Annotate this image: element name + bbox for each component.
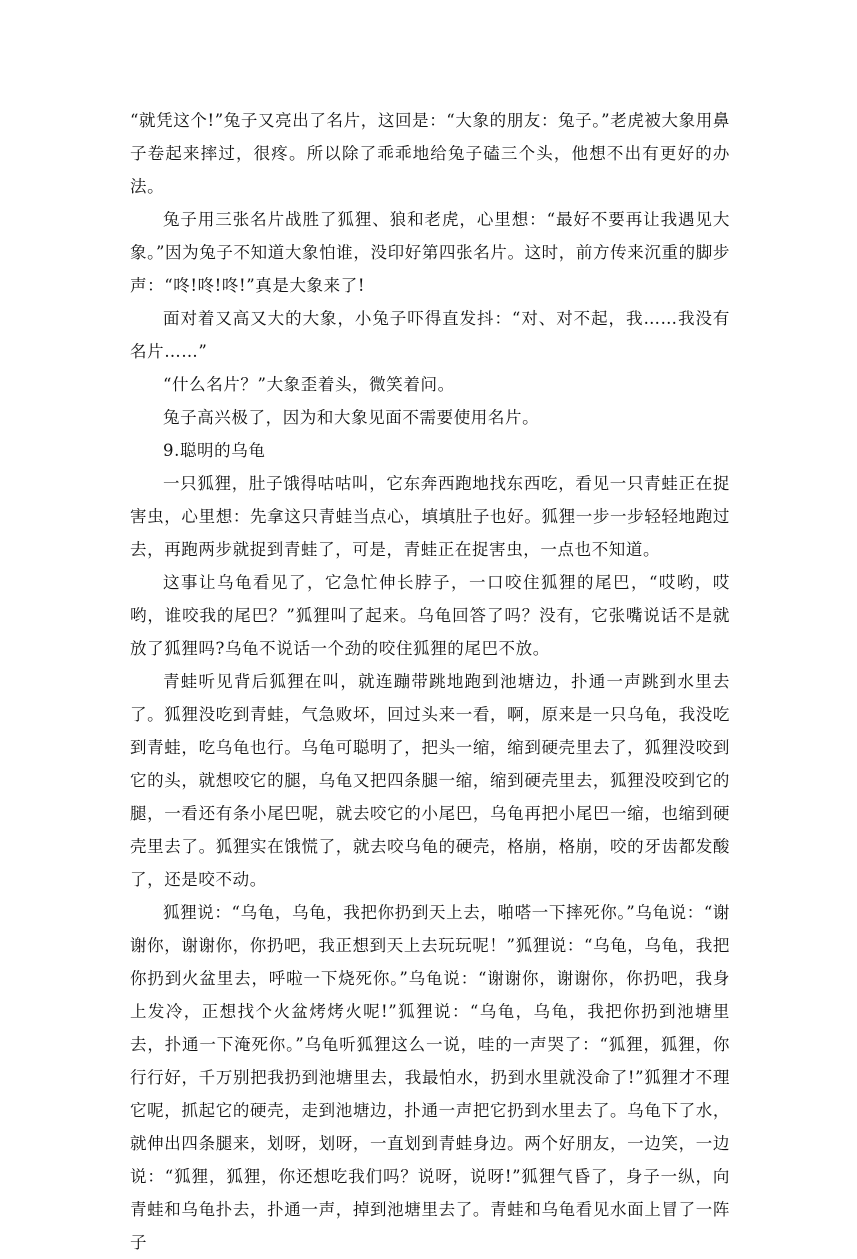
paragraph-5: 兔子高兴极了，因为和大象见面不需要使用名片。: [163, 408, 540, 427]
paragraph-1: “就凭这个!”兔子又亮出了名片，这回是：“大象的朋友：兔子。”老虎被大象用鼻子卷起来摔过，很疼。所以除了乖乖地给兔子磕三个头，他想不出有更好的办法。: [130, 111, 730, 196]
paragraph-3: 面对着又高又大的大象，小兔子吓得直发抖：“对、对不起，我……我没有名片……”: [130, 309, 730, 361]
paragraph-9: 狐狸说：“乌龟，乌龟，我把你扔到天上去，啪嗒一下摔死你。”乌龟说：“谢谢你，谢谢你，你扔吧，我正想到天上去玩玩呢！”狐狸说：“乌龟，乌龟，我把你扔到火盆里去，呼啦一下烧死你。”乌龟说：“谢谢你，谢谢你，你扔吧，我身上发冷，正想找个火盆烤烤火呢!”狐狸说：“乌龟，乌龟，我把你扔到池塘里去，扑通一下淹死你。”乌龟听狐狸这么一说，哇的一声哭了：“狐狸，狐狸，你行行好，千万别把我扔到池塘里去，我最怕水，扔到水里就没命了!”狐狸才不理它呢，抓起它的硬壳，走到池塘边，扑通一声把它扔到水里去了。乌龟下了水，就伸出四条腿来，划呀，划呀，一直划到青蛙身边。两个好朋友，一边笑，一边说：“狐狸，狐狸，你还想吃我们吗？说呀，说呀!”狐狸气昏了，身子一纵，向青蛙和乌龟扑去，扑通一声，掉到池塘里去了。青蛙和乌龟看见水面上冒了一阵子: [130, 903, 730, 1252]
document-body: [130, 104, 730, 1259]
paragraph-6: 一只狐狸，肚子饿得咕咕叫，它东奔西跑地找东西吃，看见一只青蛙正在捉害虫，心里想：先拿这只青蛙当点心，填填肚子也好。狐狸一步一步轻轻地跑过去，再跑两步就捉到青蛙了，可是，青蛙正在捉害虫，一点也不知道。: [130, 474, 730, 559]
paragraph-2: 兔子用三张名片战胜了狐狸、狼和老虎，心里想：“最好不要再让我遇见大象。”因为兔子不知道大象怕谁，没印好第四张名片。这时，前方传来沉重的脚步声：“咚!咚!咚!”真是大象来了!: [130, 210, 730, 295]
paragraph-4: “什么名片？”大象歪着头，微笑着问。: [163, 375, 455, 394]
paragraph-7: 这事让乌龟看见了，它急忙伸长脖子，一口咬住狐狸的尾巴，“哎哟，哎哟，谁咬我的尾巴？”狐狸叫了起来。乌龟回答了吗？没有，它张嘴说话不是就放了狐狸吗?乌龟不说话一个劲的咬住狐狸的尾巴不放。: [130, 573, 730, 658]
section-heading: 9.聪明的乌龟: [163, 441, 266, 460]
paragraph-8: 青蛙听见背后狐狸在叫，就连蹦带跳地跑到池塘边，扑通一声跳到水里去了。狐狸没吃到青蛙，气急败坏，回过头来一看，啊，原来是一只乌龟，我没吃到青蛙，吃乌龟也行。乌龟可聪明了，把头一缩，缩到硬壳里去了，狐狸没咬到它的头，就想咬它的腿，乌龟又把四条腿一缩，缩到硬壳里去，狐狸没咬到它的腿，一看还有条小尾巴呢，就去咬它的小尾巴，乌龟再把小尾巴一缩，也缩到硬壳里去了。狐狸实在饿慌了，就去咬乌龟的硬壳，格崩，格崩，咬的牙齿都发酸了，还是咬不动。: [130, 672, 730, 889]
